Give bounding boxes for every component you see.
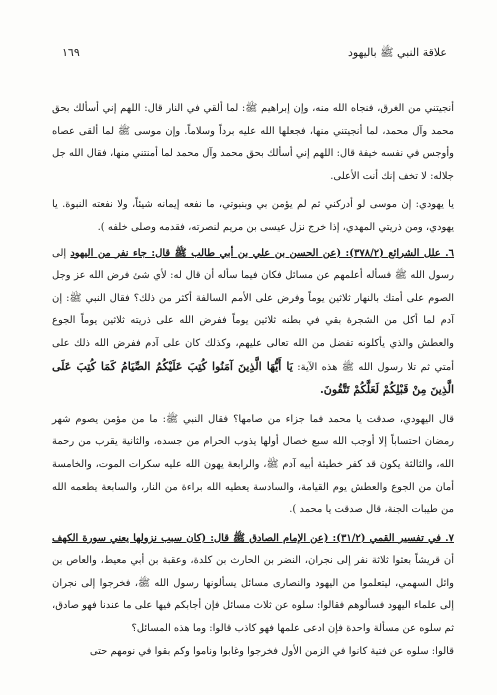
paragraph-text: قالوا: سلوه عن فتية كانوا في الزمن الأول فخرجوا وغابوا وناموا وكم بقوا في نومهم حتى [89,645,454,657]
paragraph-text: أن قريشاً بعثوا ثلاثة نفر إلى نجران، النضر بن الحارث بن كلدة، وعقبة بن أبي معيط، والعاص بن وائل السهمي، ليتعلموا من اليهود والنصارى مسائل يسألونها رسول الله ﷺ، فخرجوا إلى نجران إلى علماء اليهود فسألوهم فقالوا: سلوه عن ثلاث مسائل فإن أجابكم فيها على ما عندنا فهو صادق، ثم سلوه عن مسألة واحدة فإن ادعى علمها فهو كاذب قالوا: وما هذه المسائل؟ [52,555,454,635]
section-heading: ٧. في تفسير القمي (٣١/٢): (عن الإمام الصادق ﷺ قال: (كان سبب نزولها يعني سورة الكهف [52,532,454,544]
running-title: علاقة النبي ﷺ باليهود [347,46,447,59]
paragraph-text: إلى رسول الله ﷺ فسأله أعلمهم عن مسائل فكان فيما سأله أن قال له: لأي شئ فرض الله عز وجل الصوم على أمتك بالنهار ثلاثين يوماً وفرض على الأمم السالفة أكثر من ذلك؟ فقال النبي ﷺ: إن آدم لما أكل من الشجرة بقي في بطنه ثلاثين يوماً ففرض الله على ذريته ثلاثين يوماً الجوع والعطش والذي يأكلونه تفضل من الله تعالى عليهم، وكذلك كان على آدم ففرض الله ذلك على أمتي ثم تلا رسول الله ﷺ هذه الآية: [52,247,454,373]
paragraph-text: أنجيتني من الغرق، فنجاه الله منه، وإن إبراهيم ﷺ: لما ألقي في النار قال: اللهم إني أسألك بحق محمد وآل محمد، لما أنجيتني منها، فجعلها الله عليه برداً وسلاماً. وإن موسى ﷺ لما ألقى عصاه وأوجس في نفسه خيفة قال: اللهم إني أسألك بحق محمد وآل محمد لما أمنتني منها، فقال الله جل جلاله: لا تخف إنك أنت الأعلى. [52,103,454,182]
page-body [52,98,454,663]
paragraph [52,194,454,239]
paragraph [52,98,454,188]
page-number: ١٦٩ [62,46,80,59]
paragraph [52,528,454,641]
paragraph-text: يا يهودي: إن موسى لو أدركني ثم لم يؤمن بي وبنبوتي، ما نفعه إيمانه شيئاً، ولا نفعته النبوة. يا يهودي، ومن ذريتي المهدي، إذا خرج نزل عيسى بن مريم لنصرته، فقدمه وصلى خلفه ). [52,199,454,233]
paragraph [52,243,454,403]
page-header [62,44,447,64]
paragraph [52,641,454,664]
paragraph [52,409,454,522]
section-heading: ٦. علل الشرائع (٣٧٨/٢): (عن الحسن بن علي بن أبي طالب ﷺ قال: جاء نفر من اليهود [70,247,455,259]
paragraph-text: قال اليهودي، صدقت يا محمد فما جزاء من صامها؟ فقال النبي ﷺ: ما من مؤمن يصوم شهر رمضان احتساباً إلا أوجب الله سبع خصال أولها يذوب الحرام من جسده، والثانية يقرب من رحمة الله، والثالثة يكون قد كفر خطيئة أبيه آدم ﷺ، والرابعة يهون الله عليه سكرات الموت، والخامسة أمان من الجوع والعطش يوم القيامة، والسادسة يعطيه الله براءة من النار، والسابعة يطعمه الله من طيبات الجنة، قال صدقت يا محمد ). [52,413,454,516]
quran-verse: يَا أَيُّهَا الَّذِينَ آمَنُوا كُتِبَ عَلَيْكُمُ الصِّيَامُ كَمَا كُتِبَ عَلَى الَّذِينَ مِنْ قَبْلِكُمْ لَعَلَّكُمْ تَتَّقُونَ. [52,359,454,397]
